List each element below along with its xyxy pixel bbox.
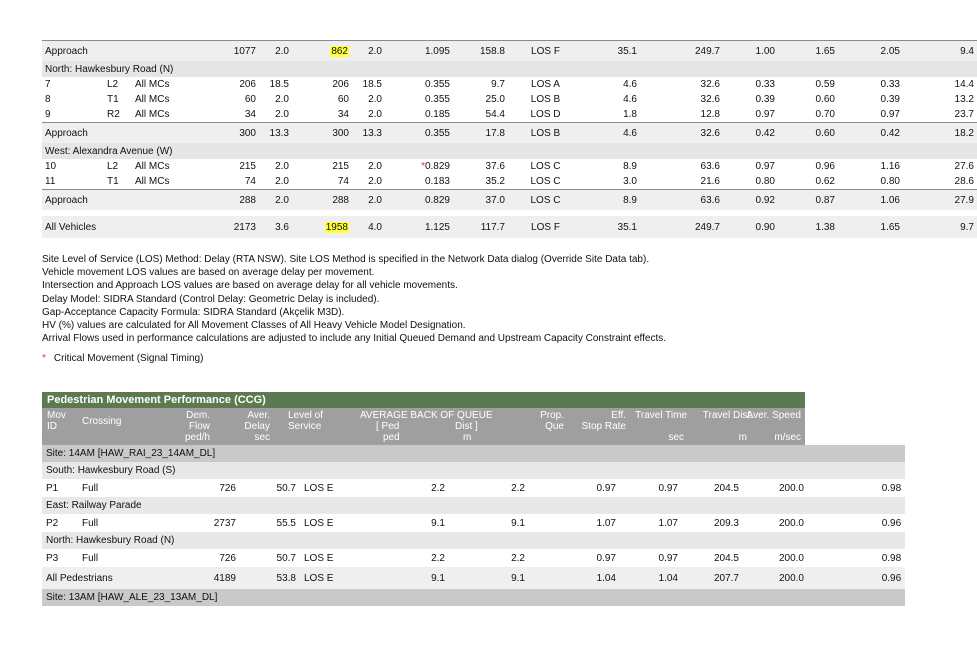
table-cell: 1.04	[620, 567, 682, 589]
table-cell: 0.97	[596, 482, 616, 494]
table-cell: 0.97	[596, 552, 616, 564]
table-cell: 3.6	[259, 216, 292, 238]
table-cell: 0.98	[881, 552, 902, 564]
table-cell: 9.1	[449, 567, 529, 589]
table-cell: LOS C	[530, 176, 561, 187]
table-cell: 0.80	[880, 176, 900, 187]
table-cell: 1.07	[658, 517, 678, 529]
table-cell: 18.2	[903, 123, 977, 144]
table-cell: 8	[45, 94, 51, 105]
table-cell: 37.6	[485, 161, 505, 172]
header-crossing: Crossing	[82, 416, 122, 427]
table-cell	[132, 216, 207, 238]
table-cell: 215	[239, 161, 256, 172]
table-cell: Full	[82, 552, 99, 564]
header-travel-dist: Travel Dist.	[702, 410, 753, 421]
table-cell: 200.0	[778, 517, 804, 529]
table-cell: 726	[219, 552, 236, 564]
table-cell: 200.0	[778, 552, 804, 564]
highlighted-value: 1958	[325, 221, 348, 233]
table-cell: 0.98	[881, 482, 902, 494]
table-cell: 1.65	[838, 216, 903, 238]
table-cell: 0.97	[658, 482, 678, 494]
table-cell: 18.5	[362, 79, 382, 90]
note-line: Site Level of Service (LOS) Method: Delay (RTA NSW). Site LOS Method is specified in the Network Data dialog (Override Site Data tab).	[42, 254, 650, 265]
table-cell: 0.97	[880, 109, 900, 120]
section-label: South: Hawkesbury Road (S)	[42, 462, 905, 479]
all-vehicles-row	[42, 216, 977, 238]
movement-row	[42, 174, 977, 190]
table-cell: 0.87	[778, 190, 838, 211]
table-cell: 0.62	[815, 176, 835, 187]
table-cell: All MCs	[135, 109, 170, 120]
table-cell: 35.1	[583, 216, 640, 238]
table-cell: 50.7	[276, 552, 296, 564]
table-cell: 207.7	[682, 567, 743, 589]
table-cell: LOS F	[508, 216, 583, 238]
table-cell: 27.6	[954, 161, 974, 172]
header-prop: Prop.	[540, 410, 564, 421]
table-cell: 14.4	[954, 79, 974, 90]
table-cell: 300	[292, 123, 352, 144]
table-cell	[132, 123, 207, 144]
table-cell: 2.0	[275, 109, 289, 120]
critical-movement-legend	[42, 353, 203, 364]
table-cell: 2.2	[511, 552, 525, 564]
table-cell: 0.60	[815, 94, 835, 105]
table-cell: 0.355	[424, 94, 450, 105]
table-cell: 50.7	[276, 482, 296, 494]
table-cell: 13.3	[352, 123, 385, 144]
table-cell	[292, 41, 352, 62]
table-cell: 0.39	[755, 94, 775, 105]
table-cell: 288	[207, 190, 259, 211]
table-cell: 0.355	[424, 79, 450, 90]
table-cell: 37.0	[453, 190, 508, 211]
table-cell: 0.92	[723, 190, 778, 211]
table-cell: Approach	[42, 190, 104, 211]
table-cell: All MCs	[135, 94, 170, 105]
table-cell: 2.2	[431, 552, 445, 564]
table-cell: 60	[337, 94, 349, 105]
table-cell: 9	[45, 109, 51, 120]
header-service: Service	[288, 421, 322, 432]
table-cell: 206	[239, 79, 256, 90]
header-travel-dist-unit: m	[738, 432, 747, 443]
section-label: North: Hawkesbury Road (N)	[42, 61, 977, 77]
table-cell	[292, 216, 352, 238]
table-cell: 1.06	[838, 190, 903, 211]
table-cell	[104, 216, 132, 238]
table-cell: 4.6	[623, 79, 637, 90]
pedestrian-movement-row	[42, 549, 905, 567]
table-cell: 18.5	[269, 79, 289, 90]
table-cell: 2173	[207, 216, 259, 238]
table-cell: 1.04	[529, 567, 620, 589]
site-label: Site: 13AM [HAW_ALE_23_13AM_DL]	[42, 589, 905, 606]
table-cell: 0.355	[385, 123, 453, 144]
table-cell: 2.0	[259, 190, 292, 211]
table-cell: T1	[107, 94, 119, 105]
header-delay: Delay	[244, 421, 270, 432]
table-cell: 2.0	[368, 161, 382, 172]
table-cell: 12.8	[700, 109, 720, 120]
table-cell: All Vehicles	[42, 216, 104, 238]
table-cell: 1.16	[880, 161, 900, 172]
table-cell: 0.39	[880, 94, 900, 105]
table-cell: All Pedestrians	[42, 567, 178, 589]
table-cell: 1.125	[385, 216, 453, 238]
table-cell: Full	[82, 482, 99, 494]
note-line: Delay Model: SIDRA Standard (Control Delay: Geometric Delay is included).	[42, 293, 380, 305]
movement-row	[42, 92, 977, 107]
approach-total-row	[42, 190, 977, 211]
table-cell: 9.1	[431, 517, 445, 529]
table-cell: P3	[46, 552, 59, 564]
note-line: Arrival Flows used in performance calculations are adjusted to include any Initial Queued Demand and Upstream Capacity Constraint effects.	[42, 333, 667, 345]
table-cell: 4.0	[352, 216, 385, 238]
table-cell: 9.4	[903, 41, 977, 62]
table-cell: LOS B	[530, 94, 561, 105]
table-cell: LOS B	[508, 123, 583, 144]
vehicle-movement-table	[42, 40, 977, 238]
table-cell	[385, 159, 453, 174]
pedestrian-movement-row	[42, 514, 905, 532]
table-cell: 0.97	[755, 161, 775, 172]
table-cell: Approach	[42, 123, 104, 144]
table-cell: 2.0	[368, 109, 382, 120]
pedestrian-table-title: Pedestrian Movement Performance (CCG)	[42, 392, 805, 408]
table-cell: LOS E	[304, 517, 334, 529]
table-cell: 4.6	[623, 94, 637, 105]
table-cell: 4.6	[583, 123, 640, 144]
table-cell: 0.42	[838, 123, 903, 144]
table-cell: 158.8	[453, 41, 508, 62]
table-cell: All MCs	[135, 161, 170, 172]
table-cell: LOS D	[530, 109, 561, 120]
table-cell: 2.2	[431, 482, 445, 494]
table-cell: LOS E	[300, 567, 394, 589]
approach-section-row	[42, 497, 905, 514]
table-cell: 7	[45, 79, 51, 90]
table-cell: 74	[244, 176, 256, 187]
note-line: Vehicle movement LOS values are based on average delay per movement.	[42, 267, 375, 279]
table-cell: Full	[82, 517, 99, 529]
table-cell: All MCs	[135, 79, 170, 90]
table-cell: 288	[292, 190, 352, 211]
table-cell: 1.095	[385, 41, 453, 62]
table-cell: 2.0	[368, 176, 382, 187]
table-cell: 2.0	[352, 41, 385, 62]
table-cell: 0.829	[385, 190, 453, 211]
section-label: North: Hawkesbury Road (N)	[42, 532, 905, 549]
table-cell: R2	[107, 109, 120, 120]
table-cell: 2.05	[838, 41, 903, 62]
table-cell: 300	[207, 123, 259, 144]
table-cell: 2.0	[352, 190, 385, 211]
table-cell: 9.7	[903, 216, 977, 238]
table-cell: 8.9	[583, 190, 640, 211]
table-cell: 23.7	[954, 109, 974, 120]
table-cell: 204.5	[713, 482, 739, 494]
table-cell: 1077	[207, 41, 259, 62]
legend-text: Critical Movement (Signal Timing)	[53, 353, 204, 364]
table-cell: LOS C	[530, 161, 561, 172]
asterisk-icon: *	[421, 161, 425, 172]
table-cell: 0.80	[755, 176, 775, 187]
table-cell: 32.6	[700, 94, 720, 105]
table-cell: 21.6	[700, 176, 720, 187]
header-aver: Aver.	[247, 410, 270, 421]
header-que: Que	[545, 421, 564, 432]
table-cell: 2.0	[259, 41, 292, 62]
header-pedh: ped/h	[184, 432, 210, 443]
table-cell: 2.2	[511, 482, 525, 494]
pedestrian-movement-row	[42, 479, 905, 497]
pedestrian-performance-table	[42, 392, 902, 606]
table-cell: 25.0	[485, 94, 505, 105]
table-cell: 9.1	[394, 567, 449, 589]
table-cell: T1	[107, 176, 119, 187]
table-cell	[132, 41, 207, 62]
table-cell: 53.8	[240, 567, 300, 589]
table-cell: 13.2	[954, 94, 974, 105]
table-cell: 0.60	[778, 123, 838, 144]
table-cell: 0.185	[424, 109, 450, 120]
table-cell: 249.7	[640, 41, 723, 62]
table-cell: 1.07	[596, 517, 616, 529]
table-cell: LOS E	[304, 552, 334, 564]
pedestrian-table-header	[42, 408, 805, 445]
header-dist-close: Dist ]	[455, 421, 478, 432]
table-cell: 35.1	[583, 41, 640, 62]
site-row	[42, 589, 905, 606]
table-cell: 60	[244, 94, 256, 105]
asterisk-icon: *	[42, 353, 46, 364]
header-aver-speed: Aver. Speed	[746, 410, 801, 421]
approach-section-row	[42, 143, 977, 159]
table-cell: 0.183	[424, 176, 450, 187]
table-cell	[104, 190, 132, 211]
table-cell: 63.6	[640, 190, 723, 211]
table-cell: 0.33	[880, 79, 900, 90]
table-cell: 0.96	[881, 517, 902, 529]
table-cell: 63.6	[700, 161, 720, 172]
table-cell: 1.38	[778, 216, 838, 238]
table-cell: 1.00	[723, 41, 778, 62]
approach-section-row	[42, 61, 977, 77]
table-cell: 9.1	[511, 517, 525, 529]
table-cell: LOS E	[304, 482, 334, 494]
site-label: Site: 14AM [HAW_RAI_23_14AM_DL]	[42, 445, 905, 462]
header-m-unit: m	[463, 432, 472, 443]
table-cell: L2	[107, 79, 119, 90]
header-id: ID	[47, 421, 57, 432]
header-ped-open: [ Ped	[376, 421, 400, 432]
table-cell: 32.6	[640, 123, 723, 144]
approach-section-row	[42, 532, 905, 549]
table-cell	[104, 123, 132, 144]
table-cell: 34	[337, 109, 349, 120]
table-cell: 11	[45, 176, 56, 187]
table-cell: 55.5	[276, 517, 296, 529]
table-cell: 206	[332, 79, 349, 90]
table-cell: L2	[107, 161, 119, 172]
table-cell: 27.9	[903, 190, 977, 211]
section-label: West: Alexandra Avenue (W)	[42, 143, 977, 159]
site-row	[42, 445, 905, 462]
header-dem: Dem.	[186, 410, 210, 421]
table-cell: All MCs	[135, 176, 170, 187]
header-ped-unit: ped	[383, 432, 400, 443]
table-cell: LOS F	[508, 41, 583, 62]
table-cell: 17.8	[453, 123, 508, 144]
header-level-of: Level of	[288, 410, 324, 421]
highlighted-value: 862	[331, 45, 348, 57]
table-cell: 9.7	[491, 79, 505, 90]
note-line: Gap-Acceptance Capacity Formula: SIDRA Standard (Akçelik M3D).	[42, 306, 345, 318]
section-label: East: Railway Parade	[42, 497, 905, 514]
table-cell: 54.4	[485, 109, 505, 120]
table-cell: Approach	[42, 41, 104, 62]
notes-block	[42, 253, 922, 345]
movement-row	[42, 159, 977, 174]
header-flow: Flow	[188, 421, 210, 432]
table-cell: 8.9	[623, 161, 637, 172]
table-cell: 10	[45, 161, 57, 172]
table-cell: 2737	[213, 517, 236, 529]
movement-row	[42, 77, 977, 92]
table-cell: 0.97	[658, 552, 678, 564]
table-cell: 209.3	[713, 517, 739, 529]
cell-value: 0.829	[424, 161, 450, 172]
table-cell: 0.96	[808, 567, 905, 589]
table-cell: P2	[46, 517, 59, 529]
table-cell: 204.5	[713, 552, 739, 564]
header-eff: Eff.	[611, 410, 626, 421]
table-cell: 249.7	[640, 216, 723, 238]
table-cell: 2.0	[368, 94, 382, 105]
header-travel-time-unit: sec	[668, 432, 684, 443]
table-cell	[104, 41, 132, 62]
table-cell: 1.8	[623, 109, 637, 120]
table-cell: 0.42	[723, 123, 778, 144]
header-mov: Mov	[47, 410, 66, 421]
table-cell: LOS C	[508, 190, 583, 211]
approach-section-row	[42, 462, 905, 479]
table-cell: 35.2	[485, 176, 505, 187]
header-sec: sec	[254, 432, 270, 443]
table-cell: 0.97	[755, 109, 775, 120]
movement-row	[42, 107, 977, 123]
table-cell: 215	[332, 161, 349, 172]
table-cell: 1.65	[778, 41, 838, 62]
table-cell: 28.6	[954, 176, 974, 187]
note-line: Intersection and Approach LOS values are based on average delay for all vehicle movements.	[42, 280, 458, 292]
table-cell: 726	[219, 482, 236, 494]
table-cell: 32.6	[700, 79, 720, 90]
header-aver-speed-unit: m/sec	[774, 432, 801, 443]
table-cell: 0.59	[815, 79, 835, 90]
header-travel-time: Travel Time	[635, 410, 687, 421]
table-cell: P1	[46, 482, 59, 494]
approach-total-row	[42, 41, 977, 62]
table-cell: 2.0	[275, 161, 289, 172]
table-cell: 0.90	[723, 216, 778, 238]
table-cell: 200.0	[743, 567, 808, 589]
table-cell	[132, 190, 207, 211]
note-line: HV (%) values are calculated for All Movement Classes of All Heavy Vehicle Model Designation.	[42, 320, 466, 332]
table-cell: 4189	[178, 567, 240, 589]
table-cell: 74	[337, 176, 349, 187]
table-cell: 0.96	[815, 161, 835, 172]
table-cell: 3.0	[623, 176, 637, 187]
table-cell: 0.33	[755, 79, 775, 90]
approach-total-row	[42, 123, 977, 144]
table-cell: 0.70	[815, 109, 835, 120]
table-cell: 13.3	[259, 123, 292, 144]
table-cell: LOS A	[531, 79, 560, 90]
table-cell: 2.0	[275, 94, 289, 105]
table-cell: 34	[244, 109, 256, 120]
header-average-back-of-queue: AVERAGE BACK OF QUEUE	[360, 410, 493, 421]
table-cell: 2.0	[275, 176, 289, 187]
table-cell: 117.7	[453, 216, 508, 238]
all-pedestrians-row	[42, 567, 905, 589]
pedestrian-table-body	[42, 445, 905, 606]
header-stop-rate: Stop Rate	[581, 421, 626, 432]
table-cell: 200.0	[778, 482, 804, 494]
